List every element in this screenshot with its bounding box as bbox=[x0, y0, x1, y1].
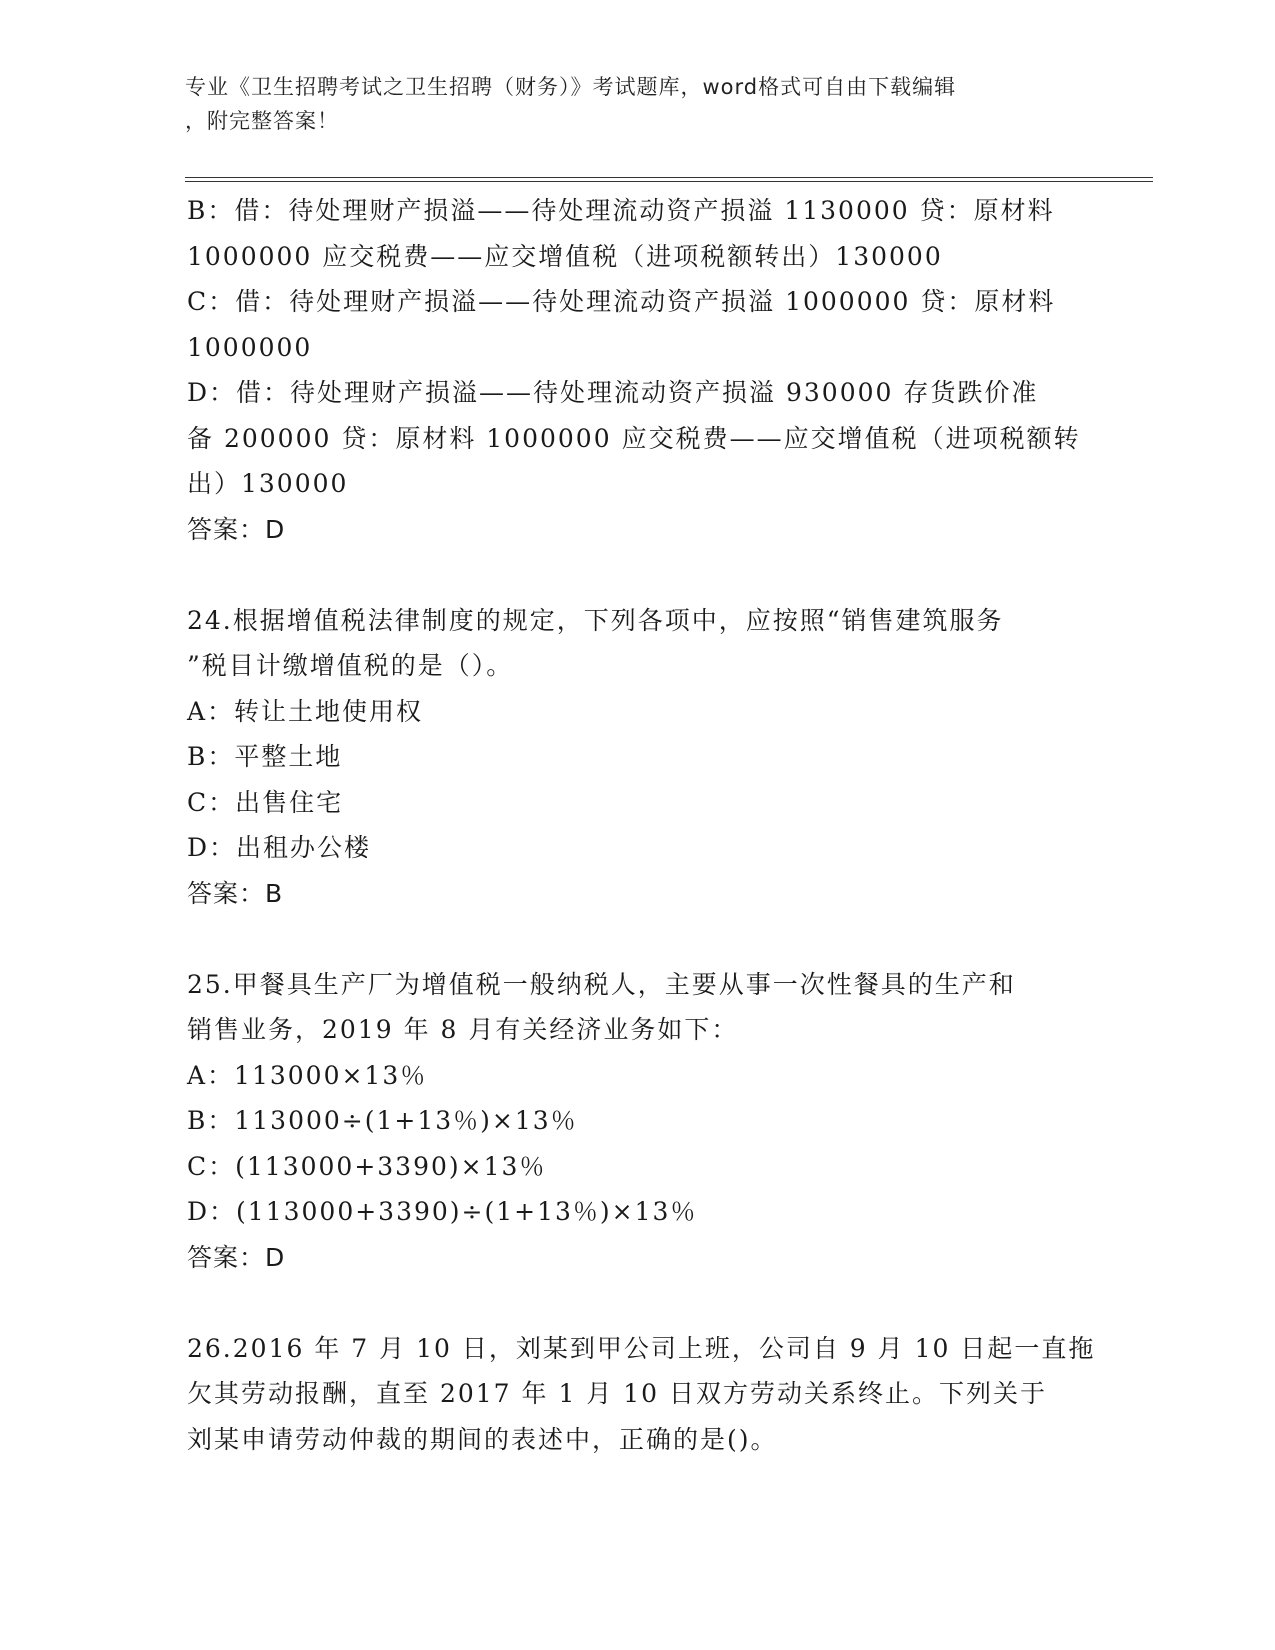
q24-answer: 答案：B bbox=[187, 878, 284, 908]
q25-option-d: D：(113000+3390)÷(1+13％)×13％ bbox=[187, 1197, 698, 1226]
question-24 bbox=[187, 598, 1087, 917]
document-body bbox=[187, 188, 1096, 1462]
header-line-2: ，附完整答案！ bbox=[185, 109, 339, 133]
q23-option-d-line-3: 出）130000 bbox=[187, 469, 349, 498]
header-divider bbox=[185, 177, 1153, 182]
q26-stem-line-1: 26.2016 年 7 月 10 日，刘某到甲公司上班，公司自 9 月 10 日起一直拖 bbox=[187, 1333, 1096, 1363]
q23-option-d-line-1: D：借：待处理财产损溢——待处理流动资产损溢 930000 存货跌价准 bbox=[187, 378, 1039, 407]
q23-option-c-line-2: 1000000 bbox=[187, 332, 313, 362]
q26-stem-line-3: 刘某申请劳动仲裁的期间的表述中，正确的是()。 bbox=[187, 1424, 778, 1454]
q23-option-c-line-1: C：借：待处理财产损溢——待处理流动资产损溢 1000000 贷：原材料 bbox=[187, 287, 1056, 316]
q25-option-b: B：113000÷(1+13％)×13％ bbox=[187, 1106, 578, 1135]
q23-option-d-line-2: 备 200000 贷：原材料 1000000 应交税费——应交增值税（进项税额转 bbox=[187, 423, 1081, 453]
q24-stem-line-2: ”税目计缴增值税的是（）。 bbox=[187, 651, 514, 680]
q24-stem-line-1: 24.根据增值税法律制度的规定，下列各项中，应按照“销售建筑服务 bbox=[187, 605, 1004, 635]
q23-answer: 答案：D bbox=[187, 514, 286, 544]
header-line-1: 专业《卫生招聘考试之卫生招聘（财务）》考试题库，word格式可自由下载编辑 bbox=[185, 75, 957, 99]
q26-stem-line-2: 欠其劳动报酬，直至 2017 年 1 月 10 日双方劳动关系终止。下列关于 bbox=[187, 1379, 1048, 1408]
question-25 bbox=[187, 962, 1087, 1281]
document-header bbox=[185, 70, 1085, 138]
q25-stem-line-2: 销售业务，2019 年 8 月有关经济业务如下： bbox=[187, 1015, 739, 1044]
q24-option-a: A：转让土地使用权 bbox=[187, 696, 424, 726]
q25-option-a: A：113000×13％ bbox=[187, 1060, 428, 1090]
question-23 bbox=[187, 188, 1087, 552]
spacer bbox=[187, 552, 1087, 598]
spacer bbox=[187, 1280, 1087, 1326]
q23-option-b-line-1: B：借：待处理财产损溢——待处理流动资产损溢 1130000 贷：原材料 bbox=[187, 196, 1055, 225]
spacer bbox=[187, 916, 1087, 962]
q24-option-c: C：出售住宅 bbox=[187, 787, 344, 817]
q25-answer: 答案：D bbox=[187, 1242, 286, 1272]
q23-option-b-line-2: 1000000 应交税费——应交增值税（进项税额转出）130000 bbox=[187, 241, 943, 271]
q24-option-b: B：平整土地 bbox=[187, 742, 343, 771]
q25-option-c: C：(113000+3390)×13％ bbox=[187, 1151, 547, 1181]
question-26 bbox=[187, 1326, 1096, 1463]
q25-stem-line-1: 25.甲餐具生产厂为增值税一般纳税人，主要从事一次性餐具的生产和 bbox=[187, 969, 1016, 999]
q24-option-d: D：出租办公楼 bbox=[187, 833, 372, 862]
